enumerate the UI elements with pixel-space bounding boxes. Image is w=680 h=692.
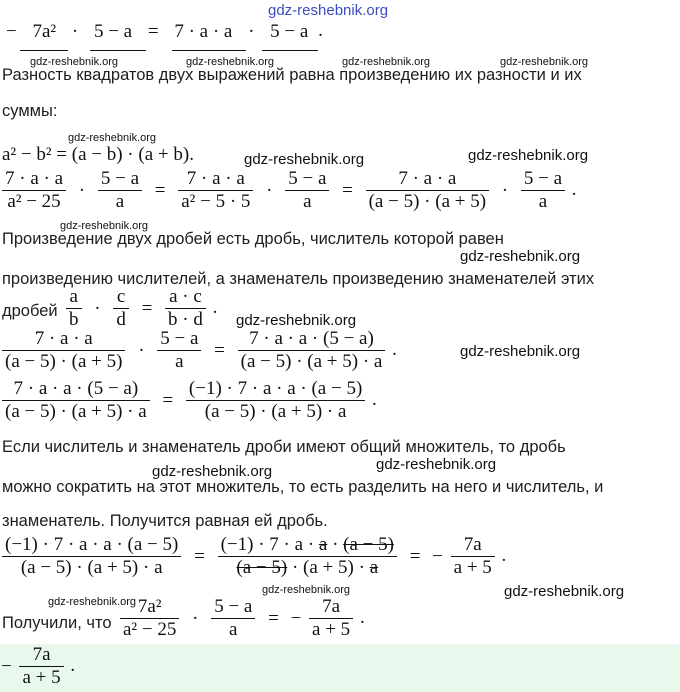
formula-rule: $\frac{a}{b}$ · $\frac{c}{d}$ = $\frac{a \cdot c}{b \cdot d}$ .	[64, 286, 217, 331]
watermark: gdz-reshebnik.org	[236, 312, 357, 329]
watermark: gdz-reshebnik.org	[48, 596, 137, 608]
watermark: gdz-reshebnik.org	[342, 56, 431, 68]
formula-line-6: $\frac{\text{7a²}}{\text{a² − 25}}$ · $\frac{5 - a}{a}$ = − $\frac{7a}{a + 5}$ .	[118, 596, 365, 641]
watermark: gdz-reshebnik.org	[262, 584, 351, 596]
paragraph: Разность квадратов двух выражений равна произведению их разности и их	[2, 66, 582, 84]
watermark: gdz-reshebnik.org	[460, 248, 581, 265]
formula-line-3: $\frac{7 \cdot a \cdot a}{(a - 5) \cdot (a + 5)}$ · $\frac{5 - a}{a}$ = $\frac{7 \cdot a \cdot a \cdot (5 - a)}{(a - 5) \cdot (a + 5) \cdot a}$ .	[0, 328, 397, 373]
formula-line-1: − 7a² · 5 − a = 7 · a · a · 5 − a .	[6, 20, 323, 42]
watermark-top: gdz-reshebnik.org	[268, 2, 389, 19]
paragraph: Если числитель и знаменатель дроби имеют общий множитель, то дробь	[2, 438, 566, 456]
paragraph: произведению числителей, а знаменатель произведению знаменателей этих	[2, 270, 595, 288]
watermark: gdz-reshebnik.org	[30, 56, 119, 68]
watermark: gdz-reshebnik.org	[186, 56, 275, 68]
watermark: gdz-reshebnik.org	[468, 147, 589, 164]
fraction: 5 − a	[270, 20, 309, 42]
fraction-bar	[20, 50, 68, 51]
fraction-cancelled: $\frac{(-1) \cdot 7 \cdot a \cdot a \cdot (a - 5)}{(a - 5) \cdot (a + 5) \cdot a}$	[218, 534, 397, 579]
paragraph: дробей	[2, 302, 58, 320]
formula-line-2: $\frac{7 \cdot a \cdot a}{\text{a² − 25}}$ · $\frac{5 - a}{a}$ = $\frac{7 \cdot a \cdot a}{\text{a² − 5 · 5}}$ · $\frac{5 - a}{a}$ = $\frac{7 \cdot a \cdot a}{(a - 5) \cdot (a + 5)}$ · $\frac{5 - a}{a}$ .	[0, 168, 577, 213]
watermark: gdz-reshebnik.org	[68, 132, 157, 144]
watermark: gdz-reshebnik.org	[152, 463, 273, 480]
paragraph: суммы:	[2, 102, 58, 120]
answer-formula: − $\frac{7a}{a + 5}$ .	[1, 644, 76, 688]
fraction-bar	[262, 50, 318, 51]
formula-line-5: $\frac{(-1) \cdot 7 \cdot a \cdot a \cdot (a - 5)}{(a - 5) \cdot (a + 5) \cdot a}$ = $\frac{(-1) \cdot 7 \cdot a \cdot a \cdot (a - 5)}{(a - 5) \cdot (a + 5) \cdot a}$ = − $\frac{7a}{a + 5}$ .	[0, 534, 506, 579]
paragraph: Получили, что	[2, 614, 112, 632]
paragraph: Произведение двух дробей есть дробь, числитель которой равен	[2, 230, 504, 248]
fraction-bar	[90, 50, 146, 51]
watermark: gdz-reshebnik.org	[504, 583, 625, 600]
formula-diff-squares: a² − b² = (a − b) · (a + b).	[2, 144, 194, 165]
watermark: gdz-reshebnik.org	[376, 456, 497, 473]
fraction: 5 − a	[93, 20, 133, 42]
fraction-bar	[172, 50, 246, 51]
formula-line-4: $\frac{7 \cdot a \cdot a \cdot (5 - a)}{(a - 5) \cdot (a + 5) \cdot a}$ = $\frac{(-1) \cdot 7 \cdot a \cdot a \cdot (a - 5)}{(a - 5) \cdot (a + 5) \cdot a}$ .	[0, 378, 377, 423]
watermark: gdz-reshebnik.org	[500, 56, 589, 68]
paragraph: знаменатель. Получится равная ей дробь.	[2, 512, 328, 530]
fraction: 7 · a · a	[174, 20, 233, 42]
fraction: 7a²	[32, 20, 57, 42]
watermark: gdz-reshebnik.org	[244, 151, 365, 168]
watermark: gdz-reshebnik.org	[60, 220, 149, 232]
answer-box	[0, 644, 680, 692]
watermark: gdz-reshebnik.org	[460, 343, 581, 360]
paragraph: можно сократить на этот множитель, то есть разделить на него и числитель, и	[2, 478, 604, 496]
